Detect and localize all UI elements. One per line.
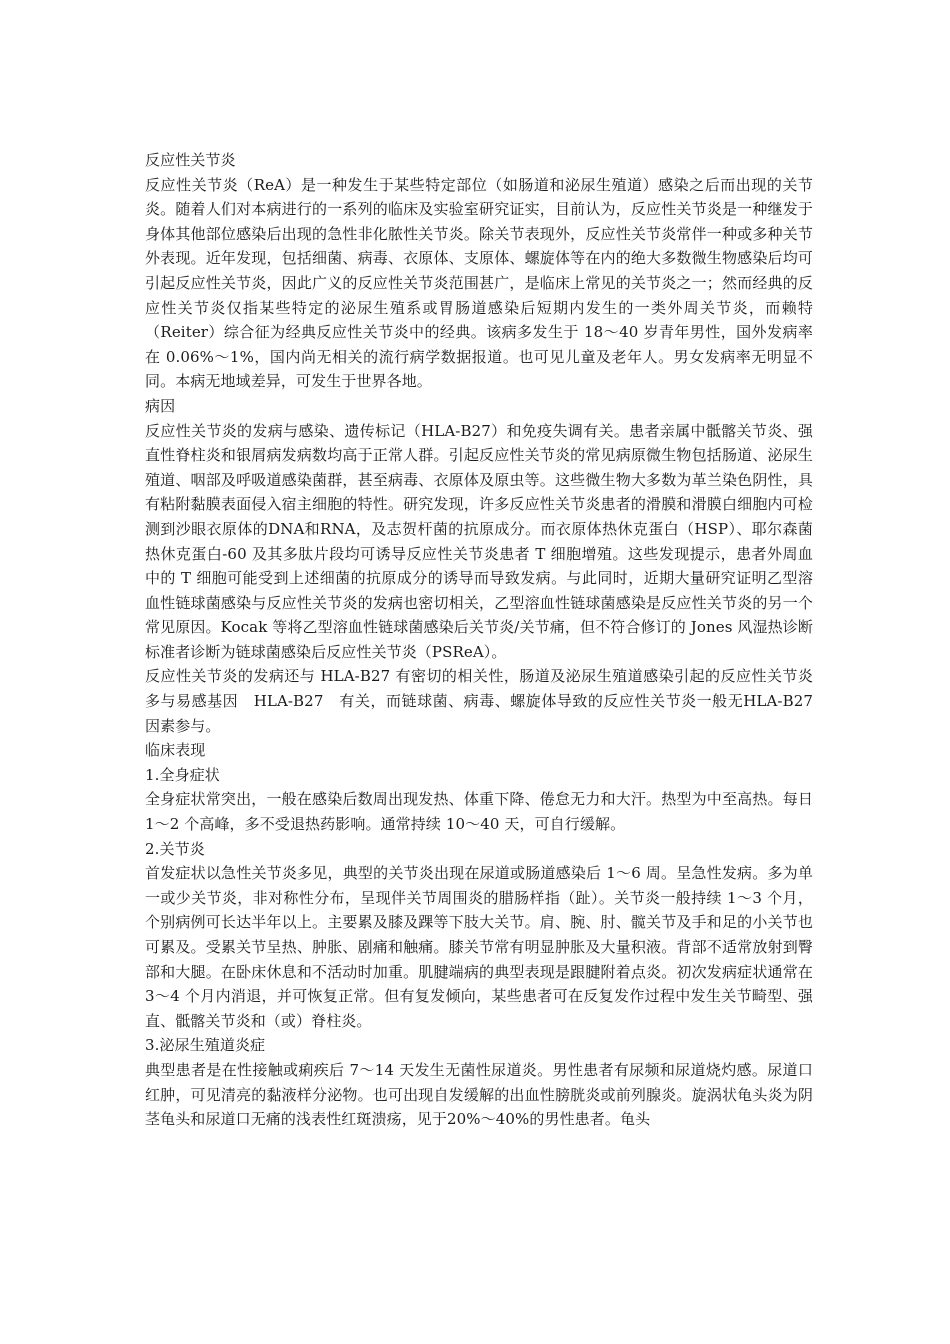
section-1-heading: 1.全身症状	[145, 765, 220, 784]
etiology-paragraph-2: 反应性关节炎的发病还与 HLA-B27 有密切的相关性，肠道及泌尿生殖道感染引起的反应性关节炎多与易感基因 HLA-B27 有关，而链球菌、病毒、螺旋体导致的反应性关节炎一般无HLA-B27 因素参与。	[145, 667, 813, 735]
clinical-heading: 临床表现	[145, 741, 206, 760]
etiology-heading: 病因	[145, 396, 176, 415]
section-1-paragraph: 全身症状常突出，一般在感染后数周出现发热、体重下降、倦怠无力和大汗。热型为中至高热。每日 1～2 个高峰，多不受退热药影响。通常持续 10～40 天，可自行缓解。	[145, 790, 813, 834]
section-3-heading: 3.泌尿生殖道炎症	[145, 1036, 266, 1055]
document-body	[145, 148, 813, 1132]
etiology-paragraph-1: 反应性关节炎的发病与感染、遗传标记（HLA-B27）和免疫失调有关。患者亲属中骶髂关节炎、强直性脊柱炎和银屑病发病数均高于正常人群。引起反应性关节炎的常见病原微生物包括肠道、泌尿生殖道、咽部及呼吸道感染菌群，甚至病毒、衣原体及原虫等。这些微生物大多数为革兰染色阴性，具有粘附黏膜表面侵入宿主细胞的特性。研究发现，许多反应性关节炎患者的滑膜和滑膜白细胞内可检测到沙眼衣原体的DNA和RNA，及志贺杆菌的抗原成分。而衣原体热休克蛋白（HSP）、耶尔森菌热休克蛋白-60 及其多肽片段均可诱导反应性关节炎患者 T 细胞增殖。这些发现提示，患者外周血中的 T 细胞可能受到上述细菌的抗原成分的诱导而导致发病。与此同时，近期大量研究证明乙型溶血性链球菌感染与反应性关节炎的发病也密切相关，乙型溶血性链球菌感染是反应性关节炎的另一个常见原因。Kocak 等将乙型溶血性链球菌感染后关节炎/关节痛，但不符合修订的 Jones 风湿热诊断标准者诊断为链球菌感染后反应性关节炎（PSReA）。	[145, 421, 813, 661]
section-2-paragraph: 首发症状以急性关节炎多见，典型的关节炎出现在尿道或肠道感染后 1～6 周。呈急性发病。多为单一或少关节炎，非对称性分布，呈现伴关节周围炎的腊肠样指（趾）。关节炎一般持续 1～3 个月，个别病例可长达半年以上。主要累及膝及踝等下肢大关节。肩、腕、肘、髋关节及手和足的小关节也可累及。受累关节呈热、肿胀、剧痛和触痛。膝关节常有明显肿胀及大量积液。背部不适常放射到臀部和大腿。在卧床休息和不活动时加重。肌腱端病的典型表现是跟腱附着点炎。初次发病症状通常在 3～4 个月内消退，并可恢复正常。但有复发倾向，某些患者可在反复发作过程中发生关节畸型、强直、骶髂关节炎和（或）脊柱炎。	[145, 864, 813, 1030]
section-3-paragraph: 典型患者是在性接触或痢疾后 7～14 天发生无菌性尿道炎。男性患者有尿频和尿道烧灼感。尿道口红肿，可见清亮的黏液样分泌物。也可出现自发缓解的出血性膀胱炎或前列腺炎。旋涡状龟头炎为阴茎龟头和尿道口无痛的浅表性红斑溃疡，见于20%～40%的男性患者。龟头	[145, 1060, 813, 1129]
document-title: 反应性关节炎	[145, 151, 236, 169]
intro-paragraph: 反应性关节炎（ReA）是一种发生于某些特定部位（如肠道和泌尿生殖道）感染之后而出现的关节炎。随着人们对本病进行的一系列的临床及实验室研究证实，目前认为，反应性关节炎是一种继发于身体其他部位感染后出现的急性非化脓性关节炎。除关节表现外，反应性关节炎常伴一种或多种关节外表现。近年发现，包括细菌、病毒、衣原体、支原体、螺旋体等在内的绝大多数微生物感染后均可引起反应性关节炎，因此广义的反应性关节炎范围甚广，是临床上常见的关节炎之一；然而经典的反应性关节炎仅指某些特定的泌尿生殖系或胃肠道感染后短期内发生的一类外周关节炎，而赖特（Reiter）综合征为经典反应性关节炎中的经典。该病多发生于 18～40 岁青年男性，国外发病率在 0.06%～1%，国内尚无相关的流行病学数据报道。也可见儿童及老年人。男女发病率无明显不同。本病无地域差异，可发生于世界各地。	[145, 175, 813, 391]
section-2-heading: 2.关节炎	[145, 839, 205, 858]
